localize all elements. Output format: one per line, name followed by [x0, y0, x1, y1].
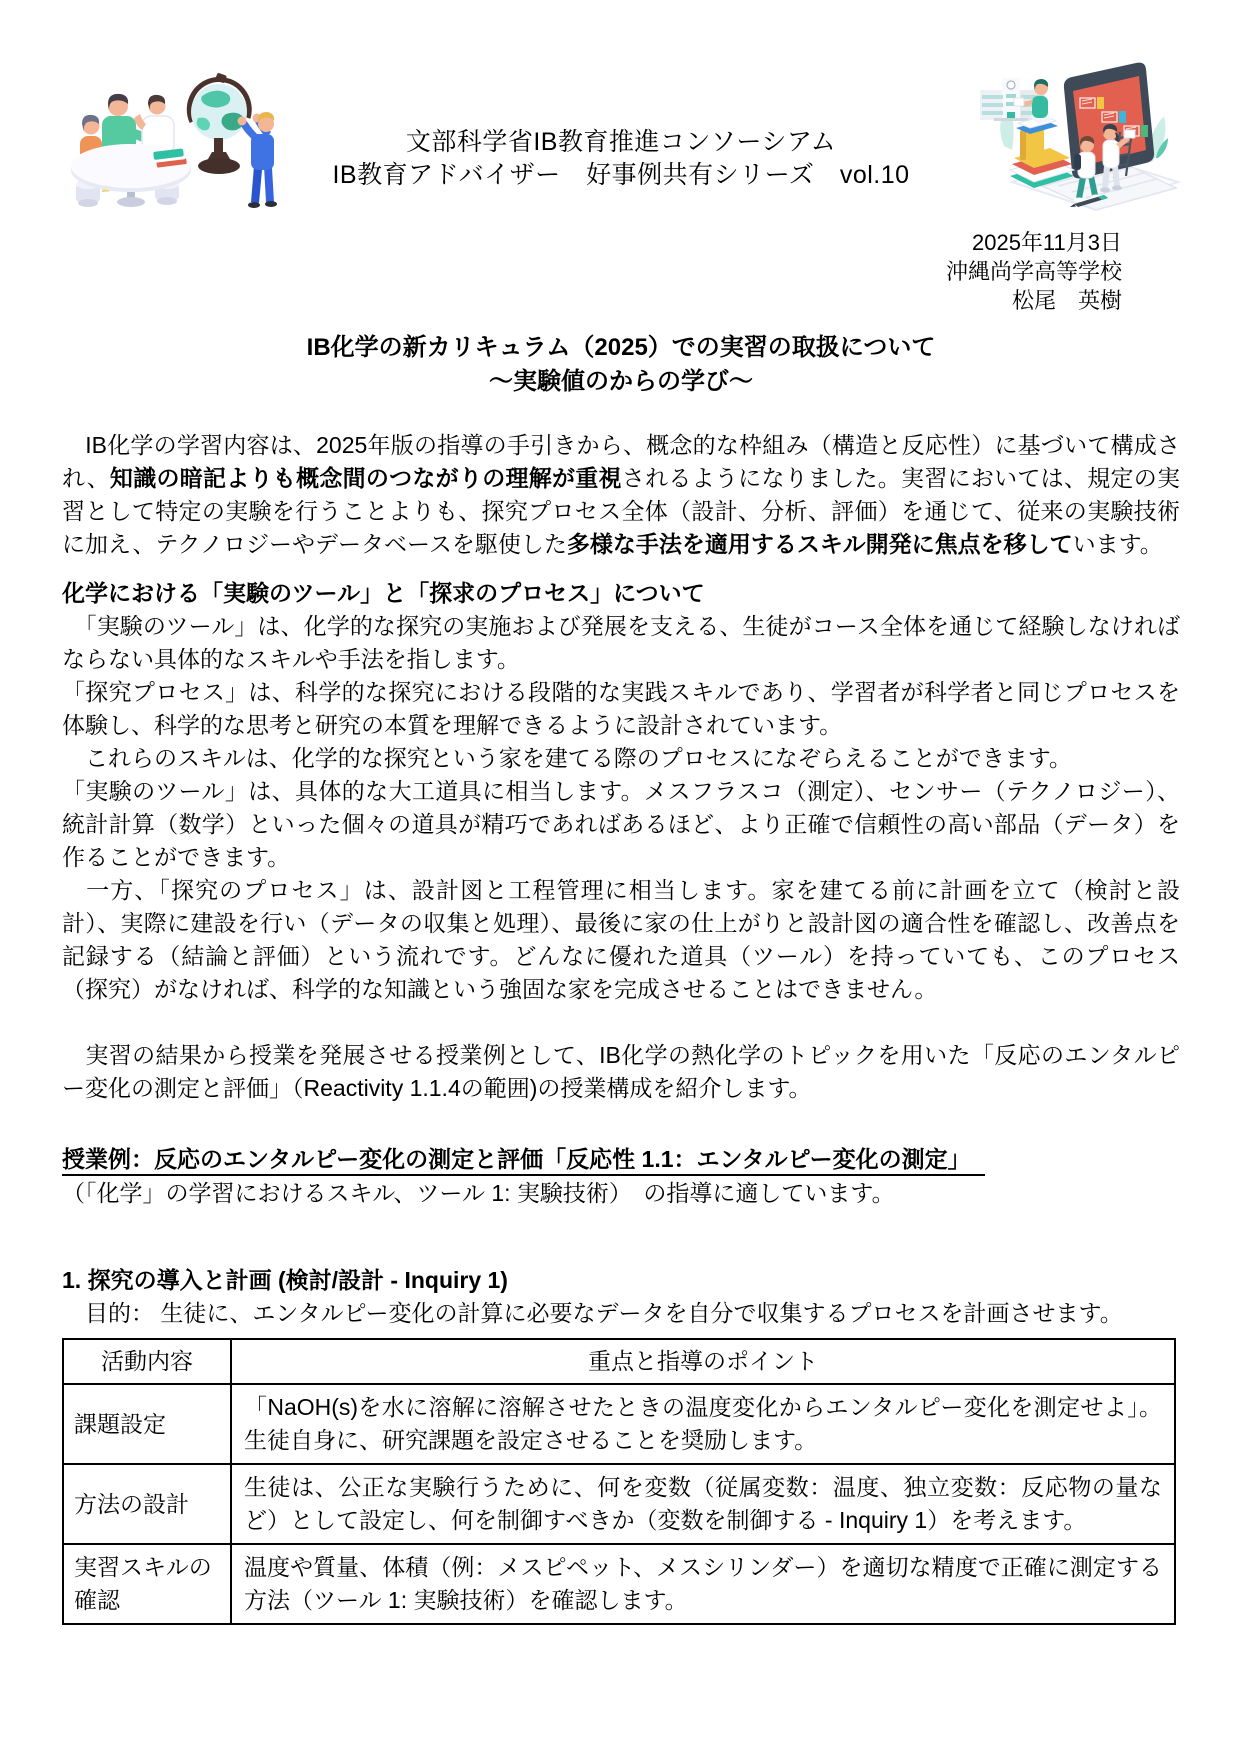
table-header-points: 重点と指導のポイント	[231, 1339, 1175, 1384]
document-title	[0, 331, 1242, 399]
activity-cell: 実習スキルの確認	[63, 1544, 231, 1624]
table-row	[63, 1384, 1175, 1464]
intro-bold-segment: 知識の暗記よりも概念間のつながりの理解が重視	[109, 465, 622, 491]
intro-paragraph	[62, 429, 1180, 561]
books-stack-icon	[1010, 116, 1074, 188]
school-name: 沖縄尚学高等学校	[945, 259, 1122, 284]
title-line-2: ～実験値のからの学び～	[489, 368, 753, 395]
date-text: 2025年11月3日	[971, 230, 1122, 255]
point-cell: 「NaOH(s)を水に溶解に溶解させたときの温度変化からエンタルピー変化を測定せよ」。生徒自身に、研究課題を設定させることを奨励します。	[231, 1384, 1175, 1464]
step1-heading: 1. 探究の導入と計画 (検討/設計 - Inquiry 1)	[62, 1267, 508, 1293]
example-intro-paragraph: 実習の結果から授業を発展させる授業例として、IB化学の熱化学のトピックを用いた「反応のエンタルピー変化の測定と評価」（Reactivity 1.1.4の範囲)の授業構成を紹介します。	[62, 1042, 1180, 1101]
intro-bold-segment: 多様な手法を適用するスキル開発に焦点を移して	[566, 531, 1073, 557]
activity-table	[62, 1338, 1176, 1625]
body-paragraph: 一方、「探究のプロセス」は、設計図と工程管理に相当します。家を建てる前に計画を立て（検討と設計）、実際に建設を行い（データの収集と処理）、最後に家の仕上がりと設計図の適合性を確認し、改善点を記録する（結論と評価）という流れです。どんなに優れた道具（ツール）を持っていても、このプロセス（探究）がなければ、科学的な知識という強固な家を完成させることはできません。	[62, 877, 1180, 1002]
body-paragraph: 「実験のツール」は、化学的な探究の実施および発展を支える、生徒がコース全体を通じて経験しなければならない具体的なスキルや手法を指します。	[62, 613, 1180, 672]
author-name: 松尾 英樹	[1011, 288, 1122, 313]
lesson-example-heading	[62, 1141, 1180, 1177]
body-paragraph: これらのスキルは、化学的な探究という家を建てる際のプロセスになぞらえることができます。	[62, 745, 1072, 771]
activity-cell: 課題設定	[63, 1384, 231, 1464]
point-cell: 生徒は、公正な実験行うために、何を変数（従属変数：温度、独立変数：反応物の量など）として設定し、何を制御すべきか（変数を制御する - Inquiry 1）を考えます。	[231, 1464, 1175, 1544]
activity-cell: 方法の設計	[63, 1464, 231, 1544]
title-line-1: IB化学の新カリキュラム（2025）での実習の取扱について	[306, 334, 936, 361]
document-body	[0, 429, 1242, 1625]
table-row	[63, 1544, 1175, 1624]
table-header-row	[63, 1339, 1175, 1384]
point-cell: 温度や質量、体積（例：メスピペット、メスシリンダー）を適切な精度で正確に測定する方法（ツール 1: 実験技術）を確認します。	[231, 1544, 1175, 1624]
school-elearning-illustration	[946, 54, 1186, 222]
intro-segment: されるようになりました。実習においては、規定の実習として特定の実験を行うことよりも、探究プロセス全体（設計、分析、評価）を通じて、従来の実験技術に加え、テクノロジーやデータベースを駆使した	[62, 465, 1180, 557]
org-line-1: 文部科学省IB教育推進コンソーシアム	[405, 128, 837, 156]
table-header-activity: 活動内容	[63, 1339, 231, 1384]
lesson-note: （「化学」の学習におけるスキル、ツール 1: 実験技術） の指導に適しています。	[62, 1180, 895, 1206]
document-header	[0, 0, 1242, 220]
intro-segment: います。	[1072, 531, 1163, 557]
body-paragraph: 「実験のツール」は、具体的な大工道具に相当します。メスフラスコ（測定）、センサー（テクノロジー）、統計計算（数学）といった個々の道具が精巧であればあるほど、より正確で信頼性の高い部品（データ）を作ることができます。	[62, 778, 1180, 870]
body-paragraph: 「探究プロセス」は、科学的な探究における段階的な実践スキルであり、学習者が科学者と同じプロセスを体験し、科学的な思考と研究の本質を理解できるように設計されています。	[62, 679, 1180, 738]
lesson-example-heading-text: 授業例：反応のエンタルピー変化の測定と評価「反応性 1.1：エンタルピー変化の測定」	[62, 1146, 985, 1176]
intro-segment: IB化学の学習内容は、2025年版の指導の手引きから、概念的な枠組み（構造と反応性）に基づいて構成され、	[62, 432, 1180, 491]
step1-purpose: 目的： 生徒に、エンタルピー変化の計算に必要なデータを自分で収集するプロセスを計画させます。	[62, 1300, 1123, 1326]
table-row	[63, 1464, 1175, 1544]
byline-block	[0, 228, 1242, 315]
org-line-2: IB教育アドバイザー 好事例共有シリーズ vol.10	[332, 161, 910, 189]
tools-section-heading: 化学における「実験のツール」と「探求のプロセス」について	[62, 580, 705, 606]
